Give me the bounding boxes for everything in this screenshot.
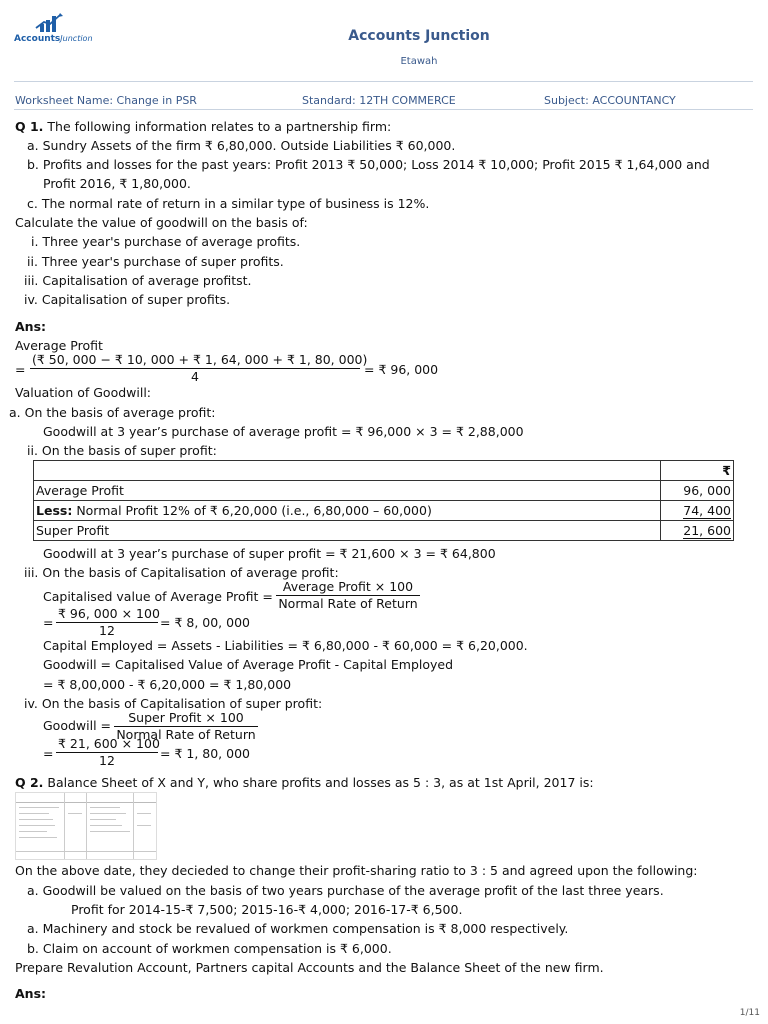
avg-profit-result: = ₹ 96, 000	[364, 362, 439, 377]
cap-numerator: Average Profit × 100	[276, 579, 420, 596]
q1-item-b-line2: Profit 2016, ₹ 1,80,000.	[43, 176, 191, 191]
basis-cap-average: iii. On the basis of Capitalisation of average profit:	[24, 565, 339, 580]
sp2-result: = ₹ 1, 80, 000	[160, 746, 250, 761]
q2-item-a1: a. Goodwill be valued on the basis of two years purchase of the average profit of the last three years.	[27, 883, 664, 898]
avg-eq-sign: =	[15, 362, 26, 377]
q1-item-a: a. Sundry Assets of the firm ₹ 6,80,000. Outside Liabilities ₹ 60,000.	[27, 138, 456, 153]
sp2-denominator: 12	[99, 753, 115, 768]
goodwill-super: Goodwill at 3 year’s purchase of super profit = ₹ 21,600 × 3 = ₹ 64,800	[43, 546, 496, 561]
q2-text: Balance Sheet of X and Y, who share profits and losses as 5 : 3, as at 1st April, 2017 is:	[47, 775, 594, 790]
avg-profit-denominator: 4	[191, 369, 199, 384]
q1-intro	[15, 119, 391, 134]
q1-part-ii: ii. Three year's purchase of super profits.	[27, 254, 284, 269]
subject: Subject: ACCOUNTANCY	[544, 94, 676, 107]
goodwill-average: Goodwill at 3 year’s purchase of average profit = ₹ 96,000 × 3 = ₹ 2,88,000	[43, 424, 524, 439]
avg-profit-heading: Average Profit	[15, 338, 103, 353]
avg-profit-numerator: (₹ 50, 000 − ₹ 10, 000 + ₹ 1, 64, 000 + ₹ 1, 80, 000)	[32, 352, 368, 367]
q1-item-b-line1: b. Profits and losses for the past years: Profit 2013 ₹ 50,000; Loss 2014 ₹ 10,000; Profit 2015 ₹ 1,64,000 and	[27, 157, 710, 172]
avg-profit-fraction	[30, 352, 368, 385]
header-divider-top	[14, 81, 753, 82]
row-amount: 21, 600	[661, 521, 734, 541]
cap2-denominator: 12	[99, 623, 115, 638]
capital-employed: Capital Employed = Assets - Liabilities = ₹ 6,80,000 - ₹ 60,000 = ₹ 6,20,000.	[43, 638, 528, 653]
q1-text: The following information relates to a partnership firm:	[47, 119, 392, 134]
q2-label: Q 2.	[15, 775, 44, 790]
valuation-heading: Valuation of Goodwill:	[15, 385, 152, 400]
super-profit-table	[33, 460, 734, 541]
sp2-fraction	[56, 736, 158, 769]
header-divider-bottom	[14, 109, 753, 110]
sp2-eq-sign: =	[43, 746, 54, 761]
table-row	[34, 481, 734, 501]
cap2-eq-sign: =	[43, 615, 54, 630]
sp-numerator: Super Profit × 100	[114, 710, 258, 727]
q2-item-a1-profits: Profit for 2014-15-₹ 7,500; 2015-16-₹ 4,000; 2016-17-₹ 6,500.	[71, 902, 463, 917]
standard: Standard: 12TH COMMERCE	[302, 94, 456, 107]
q1-label: Q 1.	[15, 119, 44, 134]
q2-after: On the above date, they decieded to change their profit-sharing ratio to 3 : 5 and agreed upon the following:	[15, 863, 698, 878]
gw-label: Goodwill =	[43, 718, 112, 733]
site-title: Accounts Junction	[348, 28, 490, 44]
q1-calc: Calculate the value of goodwill on the basis of:	[15, 215, 308, 230]
table-row	[34, 501, 734, 521]
q2-prepare: Prepare Revalution Account, Partners capital Accounts and the Balance Sheet of the new firm.	[15, 960, 604, 975]
cap2-result: = ₹ 8, 00, 000	[160, 615, 250, 630]
row-label: Average Profit	[34, 481, 661, 501]
balance-sheet-image	[15, 792, 157, 860]
q2-intro	[15, 775, 594, 790]
ans2-label: Ans:	[15, 986, 47, 1001]
q1-part-iv: iv. Capitalisation of super profits.	[24, 292, 231, 307]
table-row	[34, 521, 734, 541]
row-amount: 96, 000	[661, 481, 734, 501]
goodwill-formula: Goodwill = Capitalised Value of Average Profit - Capital Employed	[43, 657, 454, 672]
worksheet-name: Worksheet Name: Change in PSR	[15, 94, 197, 107]
logo-main: Accounts	[14, 34, 61, 44]
cap-value-label: Capitalised value of Average Profit =	[43, 589, 273, 604]
sp2-numerator: ₹ 21, 600 × 100	[58, 736, 160, 751]
currency-header: ₹	[661, 461, 734, 481]
logo-sub: Junction	[60, 34, 93, 43]
less-prefix: Less:	[36, 503, 73, 518]
row-amount: 74, 400	[661, 501, 734, 521]
sp-denominator: Normal Rate of Return	[116, 727, 256, 742]
goodwill-cap-result: = ₹ 8,00,000 - ₹ 6,20,000 = ₹ 1,80,000	[43, 677, 292, 692]
basis-super: ii. On the basis of super profit:	[27, 443, 217, 458]
cap-denominator: Normal Rate of Return	[278, 596, 418, 611]
table-row	[34, 461, 734, 481]
basis-cap-super: iv. On the basis of Capitalisation of super profit:	[24, 696, 323, 711]
cap-value-fraction	[276, 579, 420, 612]
q1-item-c: c. The normal rate of return in a similar type of business is 12%.	[27, 196, 430, 211]
basis-average: a. On the basis of average profit:	[9, 405, 216, 420]
page-number: 1/11	[739, 1008, 760, 1018]
cap2-numerator: ₹ 96, 000 × 100	[58, 606, 160, 621]
ans1-label: Ans:	[15, 319, 47, 334]
q1-part-iii: iii. Capitalisation of average profitst.	[24, 273, 252, 288]
q2-item-a2: a. Machinery and stock be revalued of workmen compensation is ₹ 8,000 respectively.	[27, 921, 569, 936]
row-label: Normal Profit 12% of ₹ 6,20,000 (i.e., 6,80,000 – 60,000)	[76, 503, 432, 518]
q2-item-b: b. Claim on account of workmen compensation is ₹ 6,000.	[27, 941, 392, 956]
row-label: Super Profit	[34, 521, 661, 541]
site-subtitle: Etawah	[400, 56, 438, 67]
q1-part-i: i. Three year's purchase of average profits.	[31, 234, 301, 249]
row-label-cell	[34, 501, 661, 521]
cap2-fraction	[56, 606, 158, 639]
